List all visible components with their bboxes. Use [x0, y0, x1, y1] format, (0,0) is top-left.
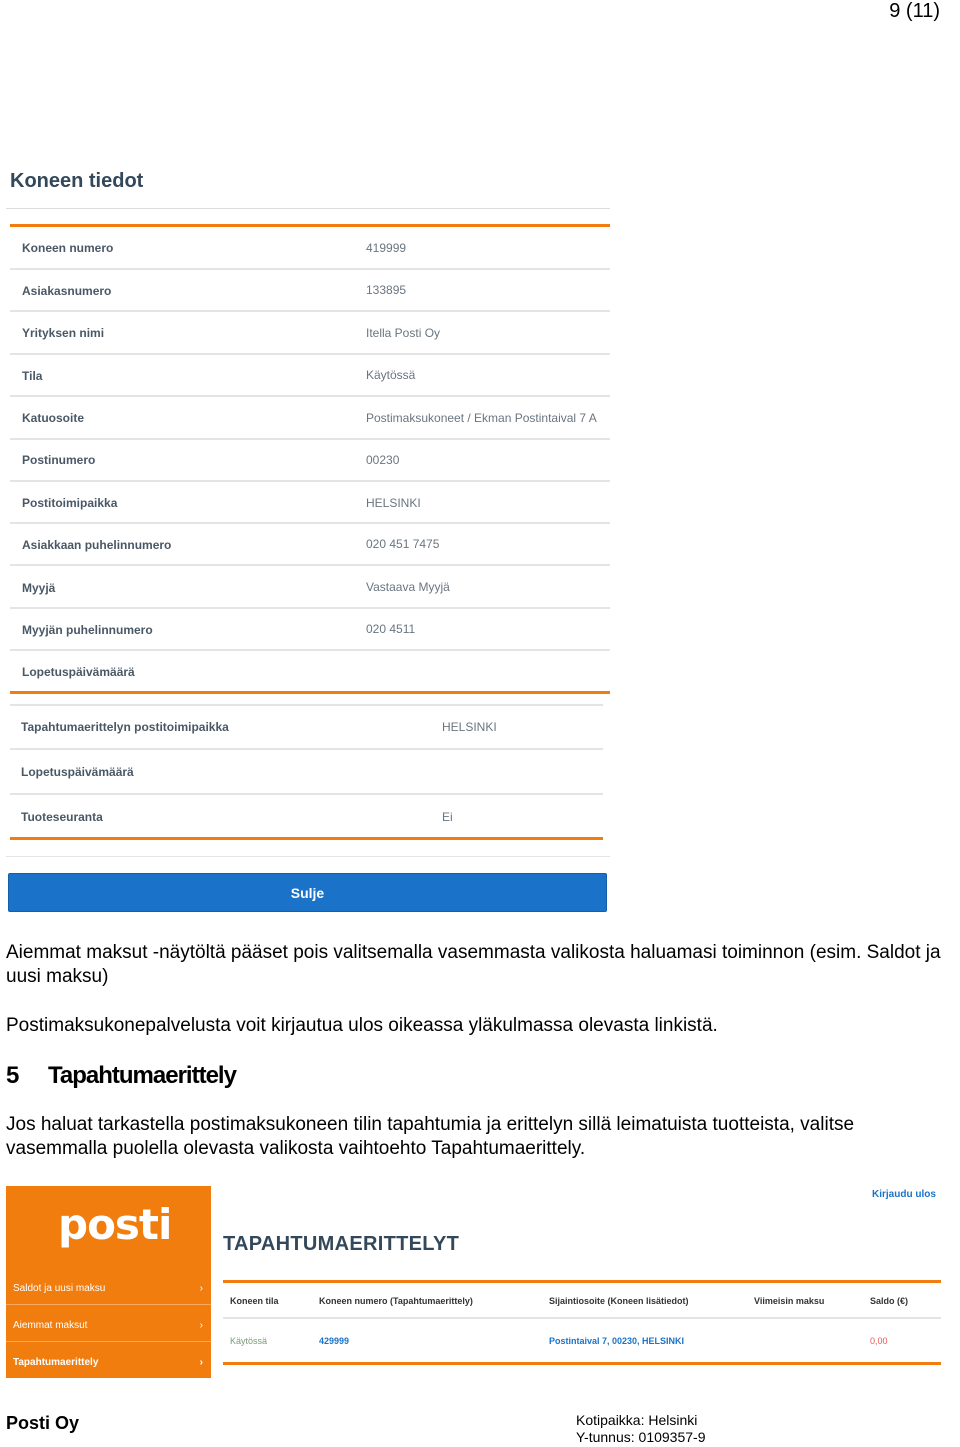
section-number: 5: [6, 1062, 19, 1089]
sidebar: [6, 1186, 211, 1378]
field-value: Itella Posti Oy: [366, 326, 441, 340]
field-label: Postinumero: [22, 453, 96, 467]
row-divider: [10, 353, 610, 355]
sidebar-item-saldot[interactable]: [13, 1283, 203, 1294]
field-value: HELSINKI: [366, 496, 421, 510]
field-label: Lopetuspäivämäärä: [21, 765, 134, 779]
field-label: Katuosoite: [22, 411, 85, 425]
paragraph-1: Aiemmat maksut -näytöltä pääset pois valitsemalla vasemmasta valikosta haluamasi toiminnon (esim. Saldot ja uusi maksu): [6, 942, 941, 987]
row-divider: [10, 607, 610, 609]
footer-domicile: Kotipaikka: Helsinki: [576, 1412, 698, 1428]
row-divider: [223, 1317, 941, 1319]
sidebar-divider: [6, 1341, 211, 1342]
field-value: Postimaksukoneet / Ekman Postintaival 7 A: [366, 411, 597, 425]
field-label: Koneen numero: [22, 241, 114, 255]
field-value: 419999: [366, 241, 407, 255]
field-label: Lopetuspäivämäärä: [22, 665, 135, 679]
field-label: Asiakkaan puhelinnumero: [22, 538, 172, 552]
page-number: 9 (11): [889, 0, 940, 22]
cell-location-link[interactable]: Postintaival 7, 00230, HELSINKI: [549, 1336, 685, 1346]
field-value: 00230: [366, 453, 400, 467]
row-divider: [10, 438, 610, 440]
sidebar-item-label: Saldot ja uusi maksu: [13, 1283, 106, 1294]
row-divider: [10, 395, 610, 397]
orange-divider: [10, 837, 603, 840]
field-value: Käytössä: [366, 368, 416, 382]
field-label: Tuoteseuranta: [21, 810, 103, 824]
paragraph-2: Postimaksukonepalvelusta voit kirjautua ulos oikeassa yläkulmassa olevasta linkistä.: [6, 1015, 718, 1036]
row-divider: [10, 649, 610, 651]
row-divider: [10, 480, 610, 482]
row-divider: [10, 268, 610, 270]
cell-status: Käytössä: [230, 1336, 268, 1346]
row-divider: [10, 704, 603, 706]
machine-info-panel: [6, 160, 610, 915]
field-value: HELSINKI: [442, 720, 497, 734]
column-header: Sijaintiosoite (Koneen lisätiedot): [549, 1296, 689, 1306]
footer-company: Posti Oy: [6, 1413, 80, 1433]
orange-divider: [10, 224, 610, 227]
chevron-right-icon: ›: [199, 1283, 203, 1294]
field-label: Myyjä: [22, 581, 56, 595]
row-divider: [10, 522, 610, 524]
logout-link[interactable]: Kirjaudu ulos: [872, 1189, 936, 1200]
row-divider: [10, 793, 603, 795]
cell-balance: 0,00: [870, 1336, 888, 1346]
sidebar-item-label: Aiemmat maksut: [13, 1320, 88, 1331]
row-divider: [10, 748, 603, 750]
chevron-right-icon: ›: [199, 1357, 203, 1368]
field-label: Postitoimipaikka: [22, 496, 118, 510]
footer-details: [576, 1412, 705, 1446]
posti-logo: posti: [58, 1200, 172, 1249]
paragraph-3: Jos haluat tarkastella postimaksukoneen tilin tapahtumia ja erittelyn sillä leimatuista tuotteista, valitse vasemmalla puolella olevasta valikosta vaihtoehto Tapahtumaerittely.: [6, 1114, 855, 1159]
orange-divider: [223, 1280, 941, 1283]
title-divider: [6, 208, 610, 209]
sidebar-item-tapahtumaerittely[interactable]: [13, 1357, 203, 1368]
field-value: 020 4511: [366, 622, 416, 636]
machine-info-title: Koneen tiedot: [10, 170, 144, 192]
field-value: Ei: [442, 810, 453, 824]
column-header: Koneen tila: [230, 1296, 279, 1306]
footer-business-id: Y-tunnus: 0109357-9: [576, 1429, 706, 1445]
field-label: Yrityksen nimi: [22, 326, 105, 340]
close-button[interactable]: Sulje: [8, 873, 607, 912]
chevron-right-icon: ›: [199, 1320, 203, 1331]
field-value: 020 451 7475: [366, 537, 440, 551]
orange-divider: [10, 691, 610, 694]
column-header: Koneen numero (Tapahtumaerittely): [319, 1296, 473, 1306]
field-label: Asiakasnumero: [22, 284, 112, 298]
field-value: 133895: [366, 283, 407, 297]
column-header: Saldo (€): [870, 1296, 909, 1306]
field-label: Tapahtumaerittelyn postitoimipaikka: [21, 720, 229, 734]
row-divider: [6, 856, 610, 857]
field-label: Myyjän puhelinnumero: [22, 623, 153, 637]
row-divider: [10, 564, 610, 566]
events-title: TAPAHTUMAERITTELYT: [223, 1233, 460, 1255]
row-divider: [10, 310, 610, 312]
field-label: Tila: [22, 369, 43, 383]
sidebar-divider: [6, 1304, 211, 1305]
sidebar-item-aiemmat[interactable]: [13, 1320, 203, 1331]
section-heading: [6, 1062, 236, 1090]
orange-divider: [223, 1362, 941, 1365]
sidebar-item-label: Tapahtumaerittely: [13, 1357, 99, 1368]
events-screen: [6, 1186, 950, 1378]
section-title: Tapahtumaerittely: [48, 1062, 236, 1089]
cell-machine-number-link[interactable]: 429999: [319, 1336, 350, 1346]
field-value: Vastaava Myyjä: [366, 580, 450, 594]
column-header: Viimeisin maksu: [754, 1296, 825, 1306]
